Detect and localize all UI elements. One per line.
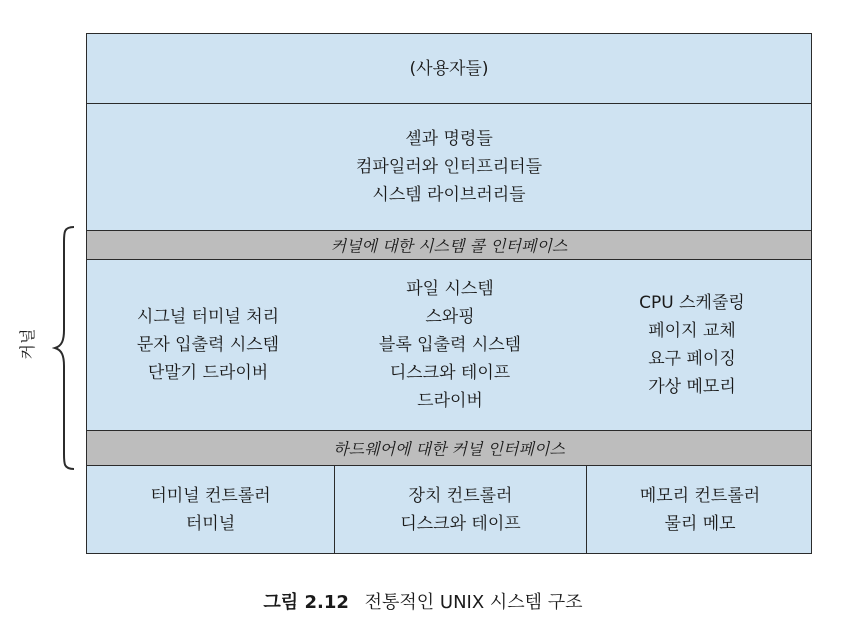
users-layer	[87, 34, 811, 104]
kernel-item: 요구 페이징	[648, 349, 736, 369]
kernel-label: 커널	[17, 328, 37, 360]
unix-structure-diagram	[86, 33, 812, 554]
hardware-item: 터미널 컨트롤러	[150, 486, 271, 506]
hardware-interface-label: 하드웨어에 대한 커널 인터페이스	[333, 439, 565, 459]
shell-layer-text	[87, 125, 811, 209]
hardware-item: 터미널	[185, 514, 236, 534]
kernel-item: 스와핑	[425, 307, 475, 327]
shell-item: 시스템 라이브러리들	[372, 185, 526, 205]
kernel-item: 단말기 드라이버	[147, 363, 269, 383]
shell-item: 셸과 명령들	[405, 129, 493, 149]
kernel-item: 문자 입출력 시스템	[136, 335, 280, 355]
figure-caption	[0, 588, 846, 614]
kernel-item: 시그널 터미널 처리	[136, 307, 280, 327]
hardware-layer	[87, 466, 811, 554]
hardware-column-terminal	[87, 466, 335, 554]
syscall-interface-label: 커널에 대한 시스템 콜 인터페이스	[330, 236, 568, 256]
hardware-interface-band	[87, 430, 811, 466]
kernel-item: 가상 메모리	[648, 377, 736, 397]
hardware-column-device	[335, 466, 587, 554]
kernel-column-memory	[571, 260, 813, 430]
kernel-item: 파일 시스템	[406, 279, 494, 299]
kernel-item: 페이지 교체	[648, 321, 736, 341]
syscall-interface-band	[87, 230, 811, 260]
figure-title: 전통적인 UNIX 시스템 구조	[364, 592, 583, 613]
shell-item: 컴파일러와 인터프리터들	[355, 157, 543, 177]
hardware-item: 물리 메모	[664, 514, 736, 534]
users-label: (사용자들)	[409, 58, 489, 79]
kernel-item: 드라이버	[417, 391, 483, 411]
hardware-item: 메모리 컨트롤러	[639, 486, 761, 506]
kernel-brace	[52, 226, 78, 470]
kernel-column-terminal	[87, 260, 329, 430]
hardware-item: 디스크와 테이프	[400, 514, 521, 534]
kernel-column-filesystem	[329, 260, 571, 430]
hardware-item: 장치 컨트롤러	[408, 486, 513, 506]
kernel-layer	[87, 260, 811, 430]
kernel-item: 블록 입출력 시스템	[378, 335, 522, 355]
hardware-column-memory	[587, 466, 813, 554]
kernel-item: 디스크와 테이프	[389, 363, 511, 383]
figure-number: 그림 2.12	[263, 592, 349, 613]
shell-layer	[87, 104, 811, 230]
kernel-item: CPU 스케줄링	[639, 293, 745, 313]
